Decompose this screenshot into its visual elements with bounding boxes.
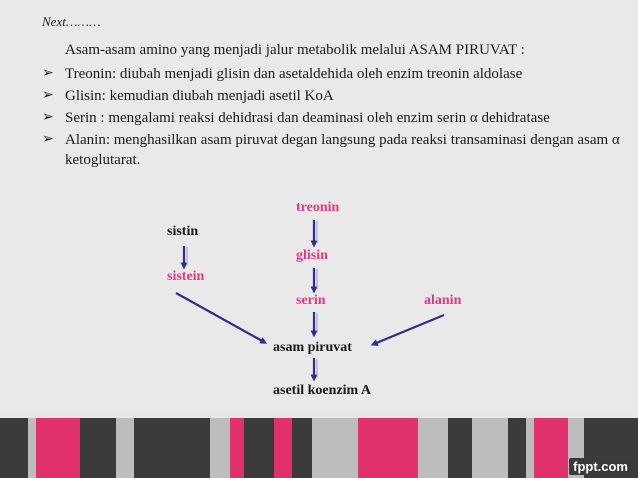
- bullet-text: Alanin: menghasilkan asam piruvat degan langsung pada reaksi transaminasi dengan asam α ketoglutarat.: [65, 132, 620, 168]
- bullet-text: Glisin: kemudian diubah menjadi asetil KoA: [65, 88, 334, 104]
- fppt-logo: fppt.com: [569, 458, 632, 475]
- arrow-bullet-icon: ➢: [42, 66, 54, 81]
- bullet-text: Serin : mengalami reaksi dehidrasi dan deaminasi oleh enzim serin α dehidratase: [65, 110, 550, 126]
- arrow-bullet-icon: ➢: [42, 132, 54, 147]
- bullet-text: Treonin: diubah menjadi glisin dan asetaldehida oleh enzim treonin aldolase: [65, 66, 523, 82]
- node-asetil-koa: asetil koenzim A: [273, 383, 371, 398]
- node-glisin: glisin: [296, 248, 328, 263]
- arrow-alanin-asam-piruvat: [374, 315, 444, 344]
- footer-stripes: [0, 418, 638, 478]
- node-treonin: treonin: [296, 200, 340, 215]
- arrow-bullet-icon: ➢: [42, 88, 54, 103]
- node-asam-piruvat: asam piruvat: [273, 340, 352, 355]
- arrow-bullet-icon: ➢: [42, 110, 54, 125]
- next-label: Next………: [42, 14, 101, 29]
- node-serin: serin: [296, 293, 326, 308]
- node-alanin: alanin: [424, 293, 462, 308]
- intro-text: Asam-asam amino yang menjadi jalur metabolik melalui ASAM PIRUVAT :: [65, 42, 525, 58]
- node-sistin: sistin: [167, 224, 199, 239]
- node-sistein: sistein: [167, 269, 205, 284]
- arrow-sistein-asam-piruvat: [176, 293, 264, 342]
